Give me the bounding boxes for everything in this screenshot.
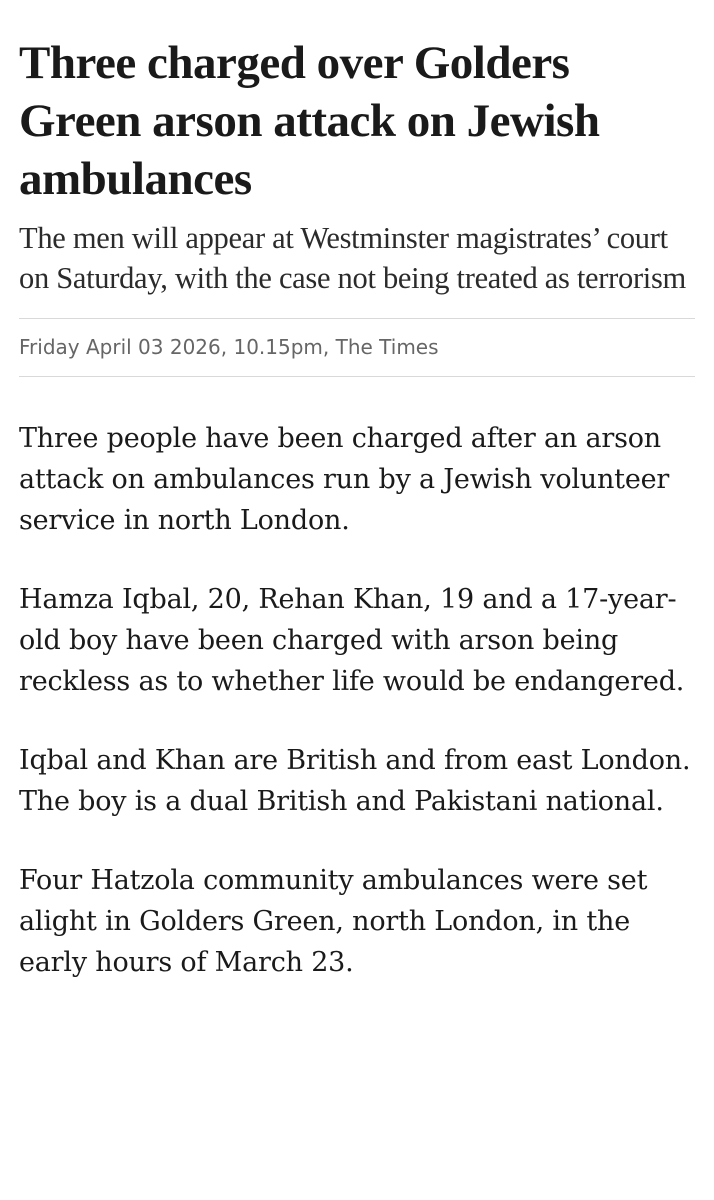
divider: [19, 376, 695, 377]
paragraph: Hamza Iqbal, 20, Rehan Khan, 19 and a 17-year-old boy have been charged with arson being reckless as to whether life would be endangered.: [19, 584, 685, 697]
divider: [19, 318, 695, 319]
paragraph: Iqbal and Khan are British and from east London. The boy is a dual British and Pakistani national.: [19, 745, 691, 817]
article-meta: Friday April 03 2026, 10.15pm, The Times: [19, 335, 439, 359]
headline: Three charged over Golders Green arson attack on Jewish ambulances: [19, 37, 600, 205]
paragraph: Four Hatzola community ambulances were set alight in Golders Green, north London, in the early hours of March 23.: [19, 865, 648, 978]
article-body: [19, 418, 699, 983]
article: [19, 34, 699, 1021]
standfirst: The men will appear at Westminster magistrates’ court on Saturday, with the case not being treated as terrorism: [19, 221, 686, 295]
paragraph: Three people have been charged after an arson attack on ambulances run by a Jewish volunteer service in north London.: [19, 423, 670, 536]
